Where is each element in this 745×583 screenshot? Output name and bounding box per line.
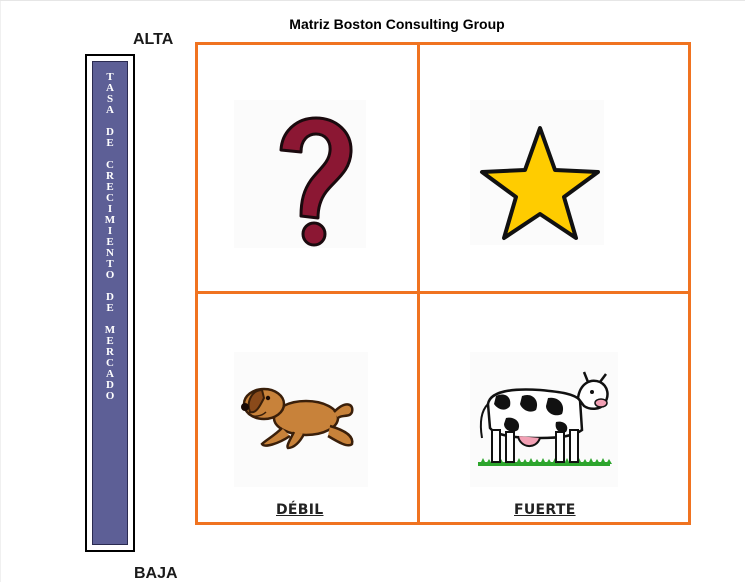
y-axis-title-letter: R [106,170,114,182]
y-axis-title-letter: C [106,159,114,171]
y-axis-title-letter: I [107,225,113,237]
y-axis-title-letter: M [104,214,116,226]
y-axis-title-bar [85,54,135,552]
y-axis-title-letter: E [106,181,114,193]
y-axis-title-letter: C [106,357,114,369]
y-axis-title-letter: O [105,390,115,402]
y-axis-title-letter: N [106,247,114,259]
y-axis-title-letter: D [106,291,114,303]
x-axis-weak-label: DÉBIL [276,502,324,518]
y-axis-title-letter: T [106,71,114,83]
quadrant-interrogante [198,45,417,291]
dog-icon [234,352,368,487]
y-axis-low-label: BAJA [134,565,178,582]
question-mark-icon [234,100,366,248]
y-axis-title-letter: R [106,346,114,358]
y-axis-title-letter: T [106,258,114,270]
x-axis-strong-label: FUERTE [514,502,576,518]
y-axis-title-letter: C [106,192,114,204]
bcg-matrix-grid [195,42,691,525]
star-icon [470,100,604,245]
y-axis-title-letter: S [106,93,114,105]
y-axis-title-letter: A [106,104,114,116]
y-axis-title-letter: A [106,368,114,380]
y-axis-high-label: ALTA [133,31,174,48]
quadrant-estrella [420,45,688,291]
y-axis-title-letter: A [106,82,114,94]
y-axis-title-letter: D [106,379,114,391]
quadrant-vaca [420,294,688,522]
y-axis-title-text [92,61,128,545]
quadrant-perro [198,294,417,522]
y-axis-title-letter: O [105,269,115,281]
cow-icon [470,352,618,487]
y-axis-title-letter: E [106,137,114,149]
y-axis-title-letter: E [106,335,114,347]
y-axis-title-letter: I [107,203,113,215]
page-title: Matriz Boston Consulting Group [289,16,505,32]
y-axis-title-letter: M [104,324,116,336]
y-axis-title-letter: E [106,302,114,314]
y-axis-title-letter: E [106,236,114,248]
y-axis-title-letter: D [106,126,114,138]
